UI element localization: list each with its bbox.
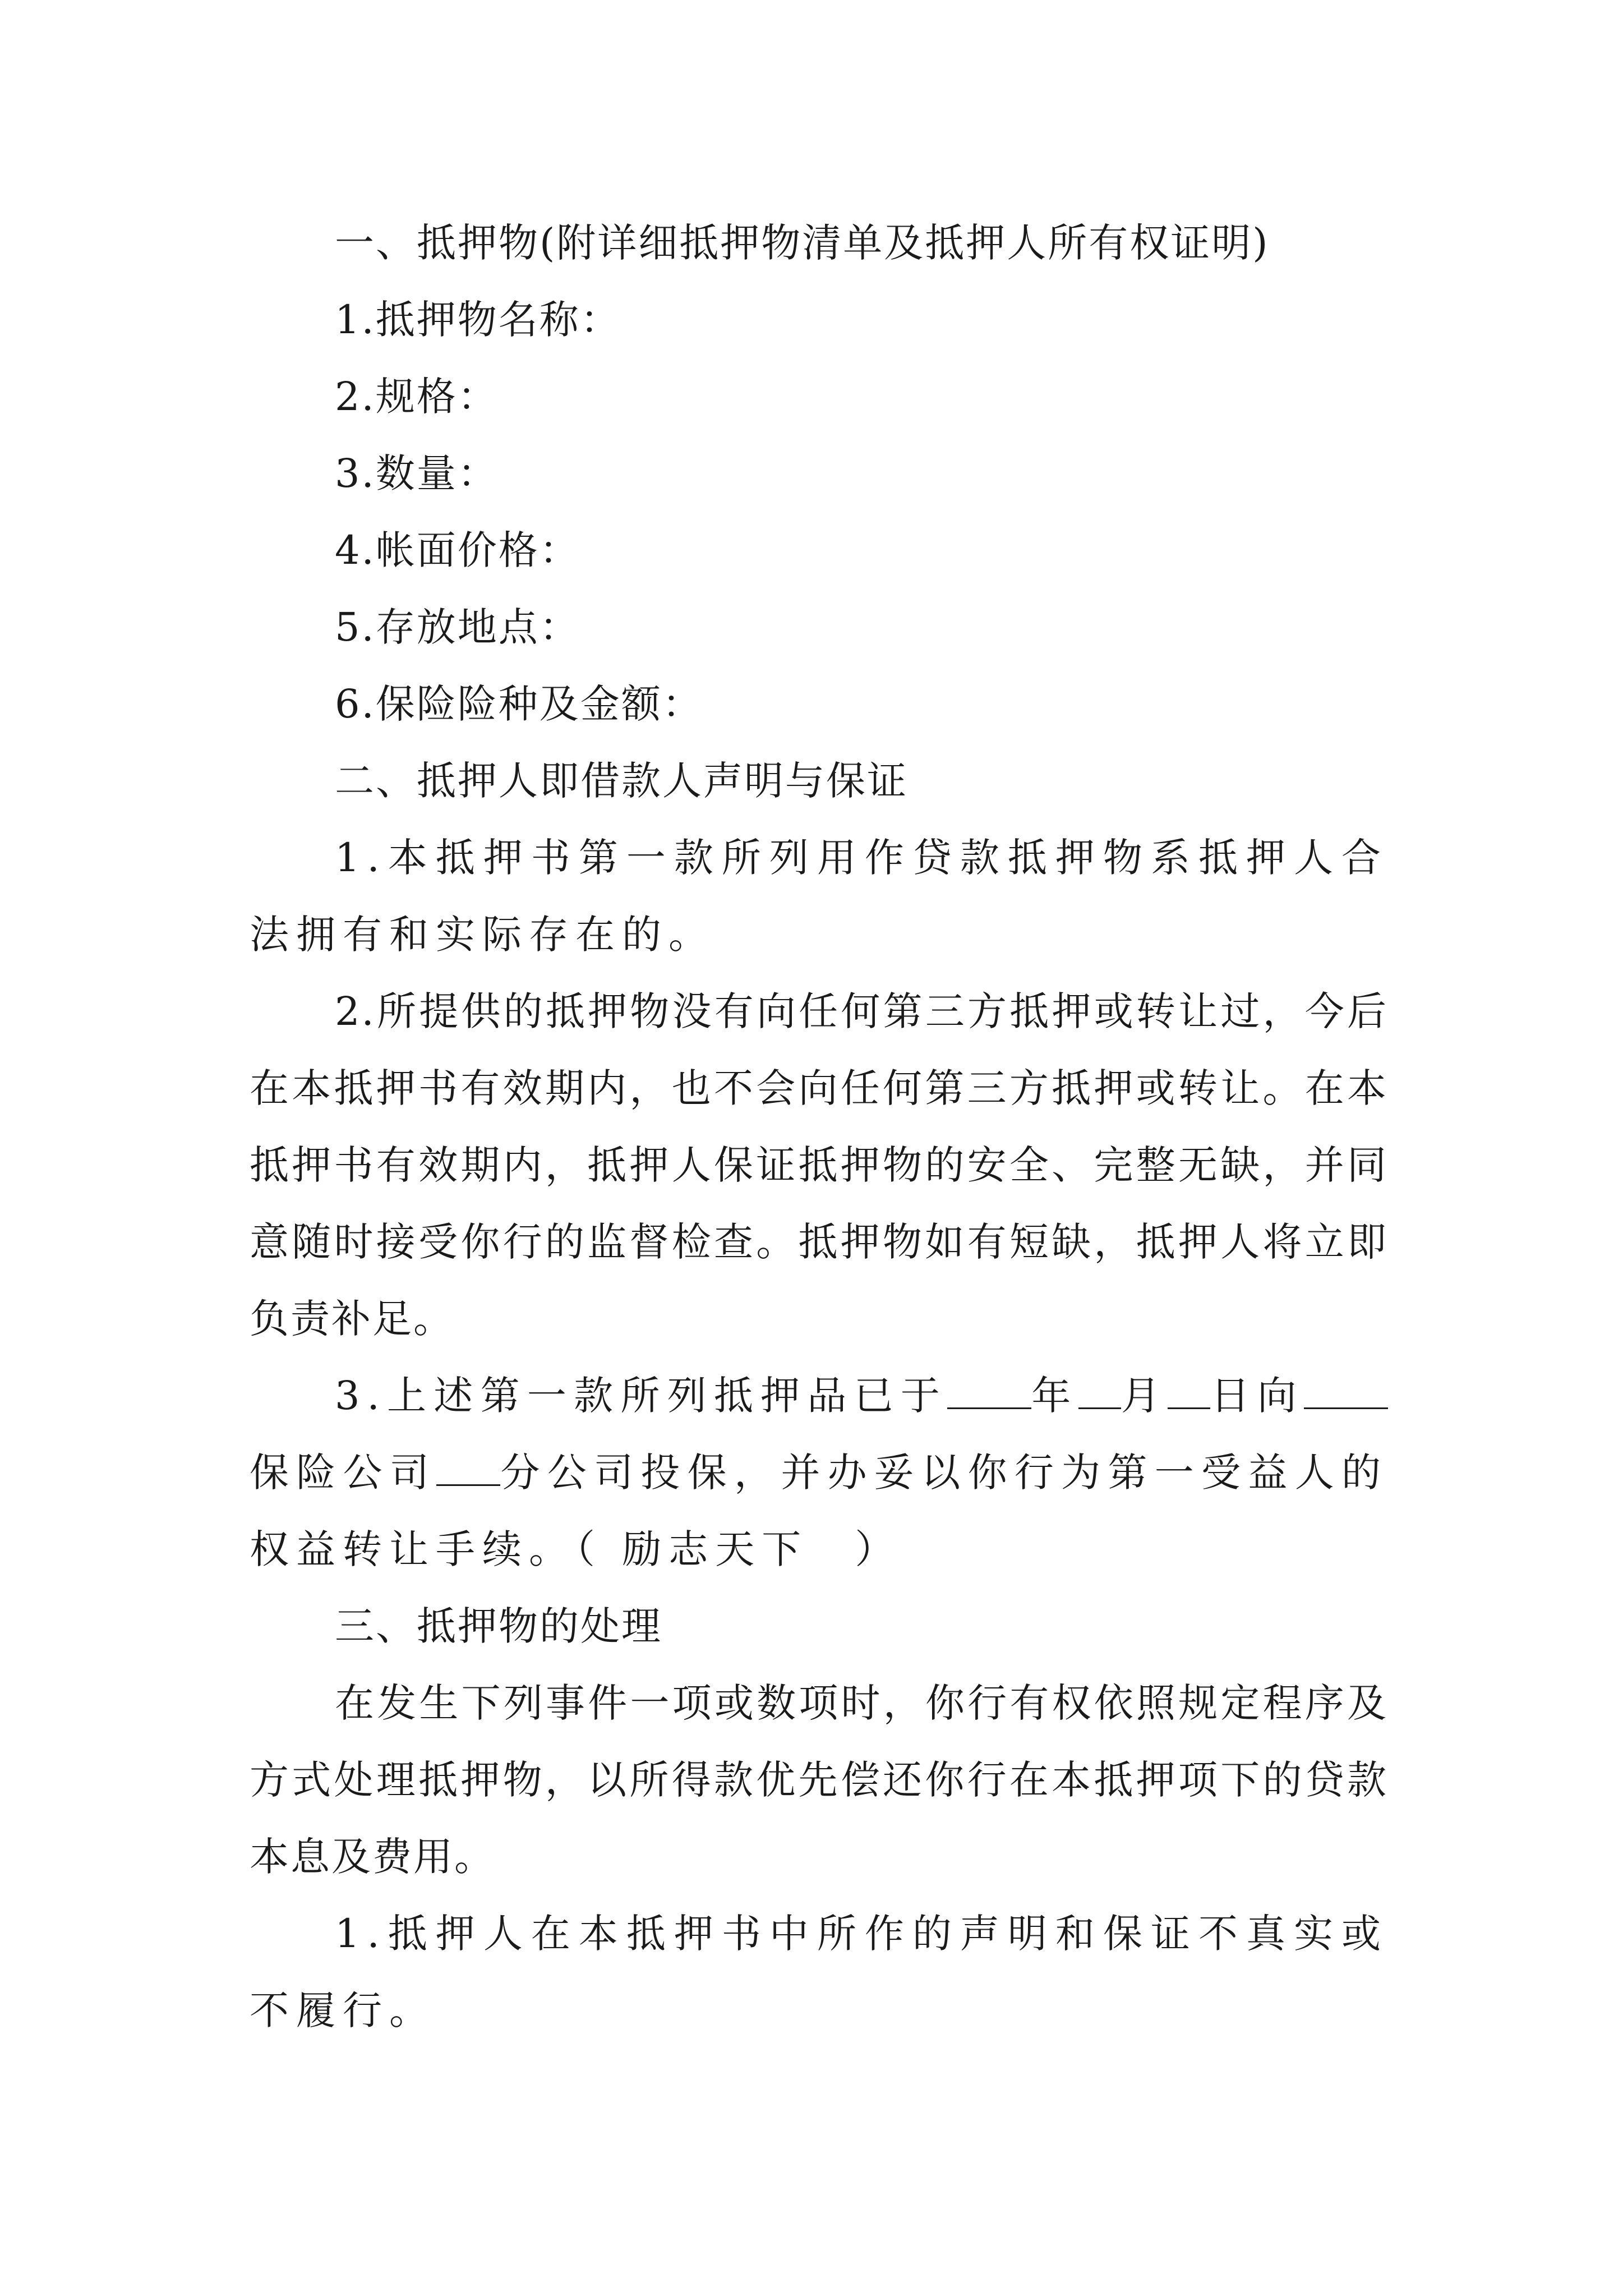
blank-day[interactable]: [1168, 1372, 1210, 1409]
collateral-name-item: 1.抵押物名称：: [335, 297, 621, 343]
collateral-location-item: 5.存放地点：: [335, 604, 580, 650]
clause3-part1: 3.上述第一款所列抵押品已于: [335, 1373, 948, 1419]
declaration-clause-1: 1.本抵押书第一款所列用作贷款抵押物系抵押人合法拥有和实际存在的。: [250, 835, 1388, 958]
clause3-month: 月: [1121, 1373, 1168, 1419]
collateral-book-value-item: 4.帐面价格：: [335, 527, 580, 573]
section-heading-declarations: 二、抵押人即借款人声明与保证: [335, 758, 908, 804]
disposal-clause-1: 1.抵押人在本抵押书中所作的声明和保证不真实或不履行。: [250, 1911, 1388, 2033]
disposal-intro: 在发生下列事件一项或数项时，你行有权依照规定程序及方式处理抵押物，以所得款优先偿还你行在本抵押项下的贷款本息及费用。: [250, 1680, 1388, 1880]
document-body: [250, 205, 1388, 2049]
blank-month[interactable]: [1078, 1372, 1121, 1409]
section-heading-disposal: 三、抵押物的处理: [335, 1603, 662, 1649]
blank-insurer[interactable]: [1304, 1372, 1388, 1409]
collateral-quantity-item: 3.数量：: [335, 450, 499, 496]
collateral-spec-item: 2.规格：: [335, 374, 499, 420]
declaration-clause-3: [250, 1358, 1388, 1588]
collateral-insurance-item: 6.保险险种及金额：: [335, 681, 703, 727]
clause3-day: 日向: [1210, 1373, 1304, 1419]
declaration-clause-2: 2.所提供的抵押物没有向任何第三方抵押或转让过，今后在本抵押书有效期内，也不会向任何第三方抵押或转让。在本抵押书有效期内，抵押人保证抵押物的安全、完整无缺，并同意随时接受你行的监督检查。抵押物如有短缺，抵押人将立即负责补足。: [250, 988, 1388, 1342]
clause3-year: 年: [1031, 1373, 1078, 1419]
blank-year[interactable]: [947, 1372, 1031, 1409]
clause3-part3: 分公司投保，并办妥以你行为第一受益人的权益转让手续。（ 励志天下 ）: [250, 1450, 1389, 1572]
blank-branch[interactable]: [436, 1449, 500, 1486]
clause3-part2: 保险公司: [250, 1450, 437, 1496]
section-heading-collateral: 一、抵押物(附详细抵押物清单及抵押人所有权证明): [335, 220, 1270, 266]
